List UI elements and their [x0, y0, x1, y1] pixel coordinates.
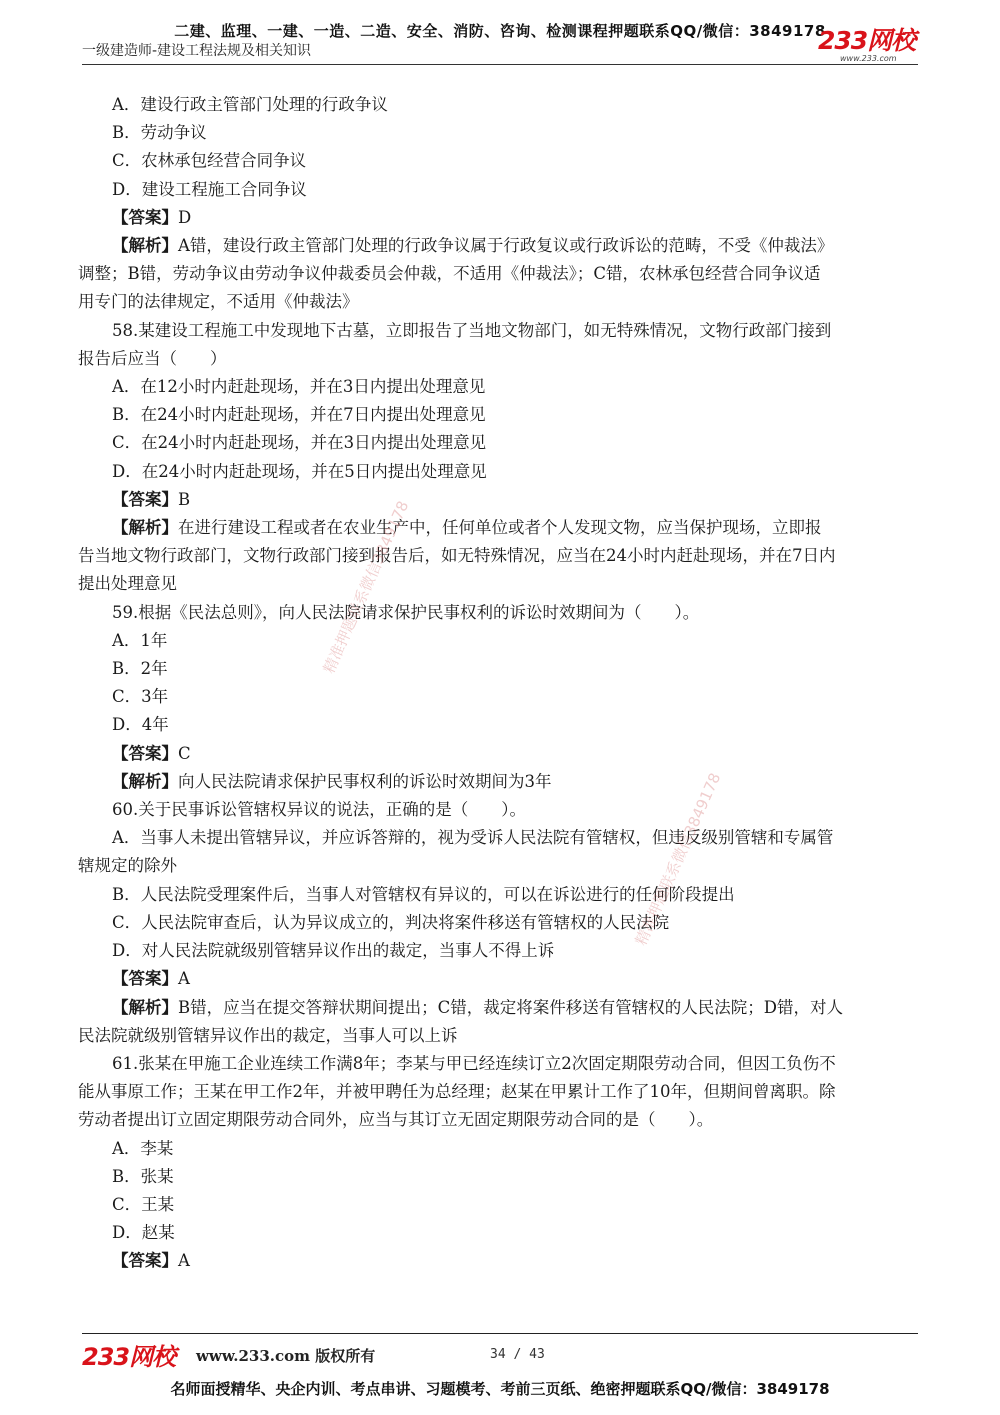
- line-text: A．在12小时内赶赴现场，并在3日内提出处理意见: [112, 377, 486, 397]
- text-line: [78, 401, 926, 429]
- text-line: [78, 655, 926, 683]
- text-line: [78, 627, 926, 655]
- answer-line: [78, 232, 926, 260]
- line-text: C．农林承包经营合同争议: [112, 151, 307, 171]
- line-text: A: [178, 1251, 190, 1271]
- text-line: [78, 796, 926, 824]
- text-line: [78, 373, 926, 401]
- watermark: 精准押题联系微信3849178: [319, 498, 413, 677]
- bottom-banner: 名师面授精华、央企内训、考点串讲、习题模考、考前三页纸、绝密押题联系QQ/微信：3849178: [170, 1380, 830, 1398]
- line-label: 【答案】: [112, 969, 178, 989]
- line-text: B．2年: [112, 659, 168, 679]
- text-line: [78, 599, 926, 627]
- text-line: [78, 458, 926, 486]
- text-line: [78, 852, 926, 880]
- text-line: [78, 824, 926, 852]
- line-text: C．人民法院审查后，认为异议成立的，判决将案件移送有管辖权的人民法院: [112, 912, 670, 932]
- line-text: 民法院就级别管辖异议作出的裁定，当事人可以上诉: [78, 1025, 458, 1045]
- footer-logo: 233网校: [82, 1343, 176, 1371]
- line-label: 【解析】: [112, 518, 178, 538]
- line-text: B．张某: [112, 1166, 174, 1186]
- text-line: [78, 1191, 926, 1219]
- text-line: [78, 1050, 926, 1078]
- answer-line: [78, 204, 926, 232]
- line-text: B．人民法院受理案件后，当事人对管辖权有异议的，可以在诉讼进行的任何阶段提出: [112, 884, 735, 904]
- answer-line: [78, 514, 926, 542]
- line-label: 【答案】: [112, 489, 178, 509]
- text-line: [78, 1022, 926, 1050]
- text-line: [78, 429, 926, 457]
- text-line: [78, 1078, 926, 1106]
- line-text: D．4年: [112, 715, 169, 735]
- text-line: [78, 570, 926, 598]
- page-number: 34 / 43: [490, 1347, 545, 1362]
- logo-brand-text: 233网校: [818, 26, 916, 55]
- line-label: 【解析】: [112, 771, 178, 791]
- text-line: [78, 176, 926, 204]
- text-line: [78, 345, 926, 373]
- line-label: 【答案】: [112, 1251, 178, 1271]
- answer-line: [78, 994, 926, 1022]
- line-text: B: [178, 489, 191, 509]
- line-text: C．3年: [112, 687, 169, 707]
- line-text: C: [178, 743, 191, 763]
- line-text: 劳动者提出订立固定期限劳动合同外，应当与其订立无固定期限劳动合同的是（ ）。: [78, 1110, 714, 1130]
- line-text: D．对人民法院就级别管辖异议作出的裁定，当事人不得上诉: [112, 941, 555, 961]
- line-text: 61.张某在甲施工企业连续工作满8年；李某与甲已经连续订立2次固定期限劳动合同，但因工负伤不: [112, 1053, 836, 1073]
- line-text: A: [178, 969, 190, 989]
- line-text: B错，应当在提交答辩状期间提出；C错，裁定将案件移送有管辖权的人民法院；D错，对人: [178, 997, 843, 1017]
- text-line: [78, 542, 926, 570]
- answer-line: [78, 768, 926, 796]
- footer-divider: [82, 1333, 918, 1334]
- line-text: 辖规定的除外: [78, 856, 177, 876]
- logo-url-text: www.233.com: [840, 54, 897, 63]
- text-line: [78, 881, 926, 909]
- line-text: D．赵某: [112, 1223, 175, 1243]
- answer-line: [78, 1247, 926, 1275]
- line-text: B．劳动争议: [112, 123, 207, 143]
- line-text: C．王某: [112, 1194, 175, 1214]
- answer-line: [78, 486, 926, 514]
- line-text: 在进行建设工程或者在农业生产中，任何单位或者个人发现文物，应当保护现场，立即报: [178, 518, 822, 538]
- line-text: A．当事人未提出管辖异议，并应诉答辩的，视为受诉人民法院有管辖权，但违反级别管辖和专属管: [112, 828, 834, 848]
- line-text: 能从事原工作；王某在甲工作2年，并被甲聘任为总经理；赵某在甲累计工作了10年，但期间曾离职。除: [78, 1082, 836, 1102]
- subject-title: 一级建造师-建设工程法规及相关知识: [82, 43, 312, 59]
- footer-copyright: www.233.com 版权所有: [196, 1347, 376, 1365]
- line-text: 用专门的法律规定，不适用《仲裁法》: [78, 292, 359, 312]
- line-text: B．在24小时内赶赴现场，并在7日内提出处理意见: [112, 405, 486, 425]
- line-text: A．李某: [112, 1138, 174, 1158]
- watermark: 精准押题联系微信3849178: [631, 770, 725, 949]
- line-text: A错，建设行政主管部门处理的行政争议属于行政复议或行政诉讼的范畴，不受《仲裁法》: [178, 236, 834, 256]
- answer-line: [78, 965, 926, 993]
- line-text: D．建设工程施工合同争议: [112, 179, 307, 199]
- line-label: 【解析】: [112, 997, 178, 1017]
- line-label: 【答案】: [112, 207, 178, 227]
- text-line: [78, 1219, 926, 1247]
- line-text: 向人民法院请求保护民事权利的诉讼时效期间为3年: [178, 771, 552, 791]
- text-line: [78, 147, 926, 175]
- text-line: [78, 91, 926, 119]
- line-text: D: [178, 207, 192, 227]
- line-text: 报告后应当（ ）: [78, 348, 227, 368]
- line-text: 60.关于民事诉讼管辖权异议的说法，正确的是（ ）。: [112, 800, 526, 820]
- line-label: 【解析】: [112, 236, 178, 256]
- text-line: [78, 683, 926, 711]
- text-line: [78, 260, 926, 288]
- line-text: 提出处理意见: [78, 574, 177, 594]
- line-text: 59.根据《民法总则》，向人民法院请求保护民事权利的诉讼时效期间为（ ）。: [112, 602, 700, 622]
- header-divider: [82, 64, 918, 65]
- brand-logo: [818, 28, 928, 64]
- line-text: 58.某建设工程施工中发现地下古墓，立即报告了当地文物部门，如无特殊情况，文物行政部门接到: [112, 320, 832, 340]
- text-line: [78, 288, 926, 316]
- line-text: A．建设行政主管部门处理的行政争议: [112, 95, 388, 114]
- text-line: [78, 1163, 926, 1191]
- text-line: [78, 711, 926, 739]
- text-line: [78, 909, 926, 937]
- text-line: [78, 119, 926, 147]
- line-text: 告当地文物行政部门，文物行政部门接到报告后，如无特殊情况，应当在24小时内赶赴现场，并在7日内: [78, 546, 836, 566]
- answer-line: [78, 740, 926, 768]
- line-text: D．在24小时内赶赴现场，并在5日内提出处理意见: [112, 461, 487, 481]
- line-text: A．1年: [112, 630, 168, 650]
- text-line: [78, 1135, 926, 1163]
- line-text: C．在24小时内赶赴现场，并在3日内提出处理意见: [112, 433, 487, 453]
- text-line: [78, 1106, 926, 1134]
- text-line: [78, 317, 926, 345]
- line-label: 【答案】: [112, 743, 178, 763]
- line-text: 调整；B错，劳动争议由劳动争议仲裁委员会仲裁，不适用《仲裁法》；C错，农林承包经营合同争议适: [78, 264, 821, 284]
- document-body: [78, 91, 926, 1276]
- top-banner: 二建、监理、一建、一造、二造、安全、消防、咨询、检测课程押题联系QQ/微信：3849178: [174, 22, 826, 40]
- text-line: [78, 937, 926, 965]
